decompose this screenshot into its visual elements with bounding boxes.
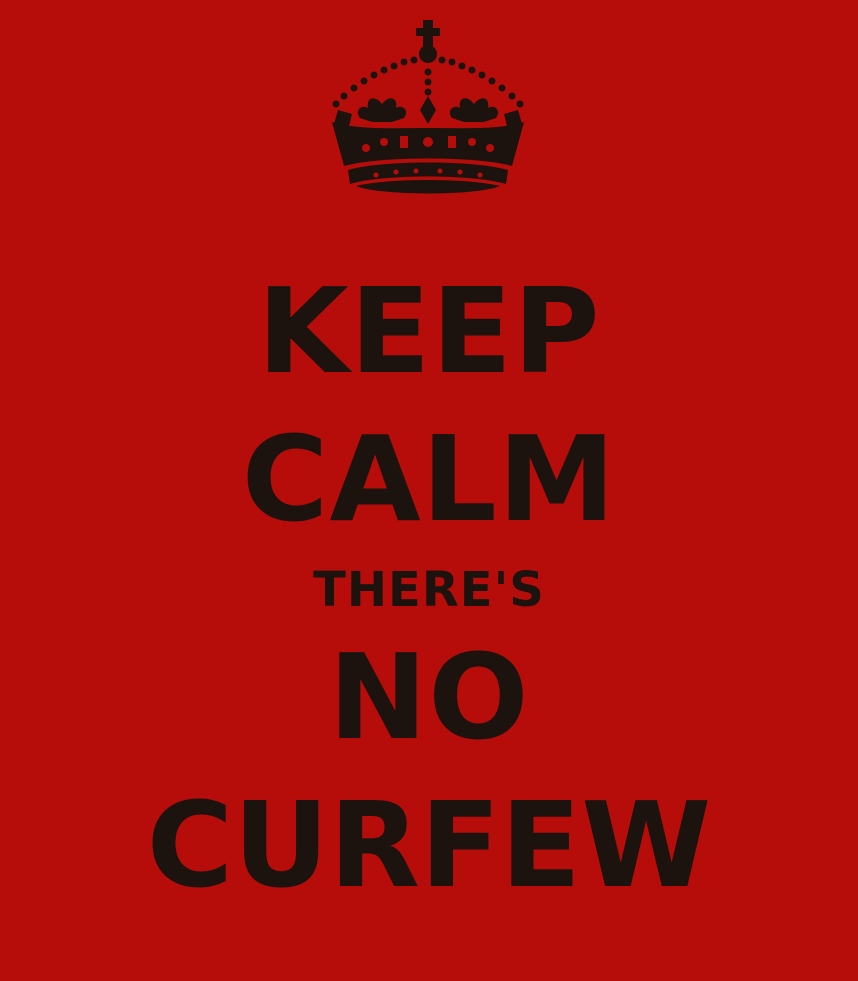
subline-theres: THERE'S (313, 562, 545, 618)
headline-curfew: CURFEW (146, 776, 712, 914)
headline-calm: CALM (241, 410, 617, 548)
headline-keep: KEEP (257, 262, 601, 400)
crown-icon (326, 18, 530, 196)
headline-no: NO (328, 628, 530, 766)
